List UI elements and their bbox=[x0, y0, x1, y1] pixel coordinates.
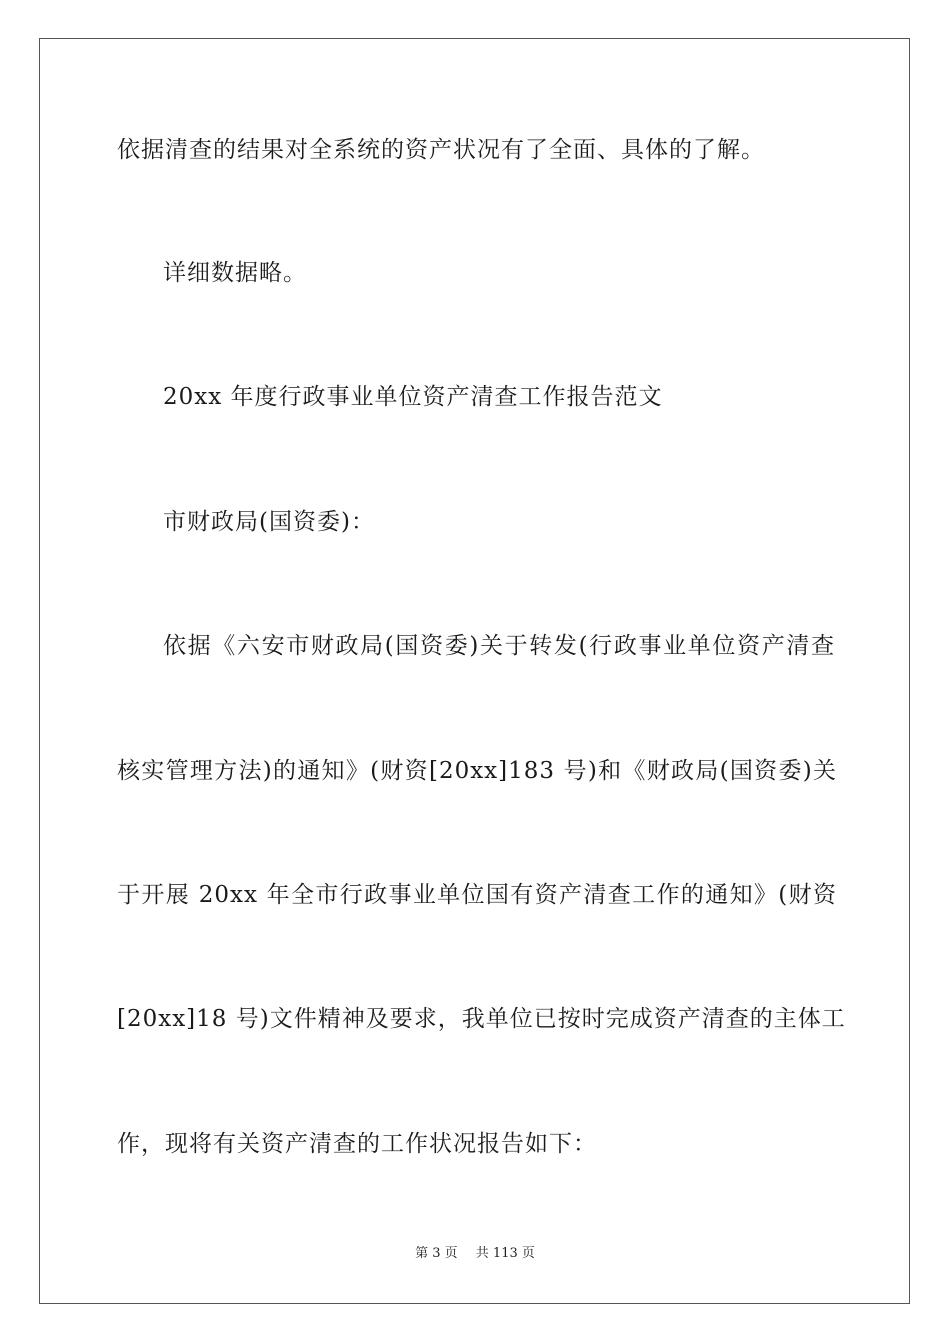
body-line-1: 依据清查的结果对全系统的资产状况有了全面、具体的了解。 bbox=[117, 137, 765, 163]
body-line-6: 核实管理方法)的通知》(财资[20xx]183 号)和《财政局(国资委)关 bbox=[117, 758, 837, 784]
body-line-7: 于开展 20xx 年全市行政事业单位国有资产清查工作的通知》(财资 bbox=[117, 882, 837, 908]
salutation-line: 市财政局(国资委)： bbox=[163, 509, 375, 535]
page-total: 共 113 页 bbox=[475, 1246, 535, 1261]
body-line-8: [20xx]18 号)文件精神及要求，我单位已按时完成资产清查的主体工 bbox=[117, 1006, 846, 1032]
body-line-9: 作，现将有关资产清查的工作状况报告如下： bbox=[117, 1131, 597, 1157]
report-title-line: 20xx 年度行政事业单位资产清查工作报告范文 bbox=[163, 384, 663, 410]
page-footer bbox=[0, 1245, 950, 1263]
page-number: 第 3 页 bbox=[415, 1246, 458, 1261]
body-line-2: 详细数据略。 bbox=[163, 260, 307, 286]
page-border bbox=[39, 38, 910, 1304]
body-line-5: 依据《六安市财政局(国资委)关于转发(行政事业单位资产清查 bbox=[163, 633, 835, 659]
